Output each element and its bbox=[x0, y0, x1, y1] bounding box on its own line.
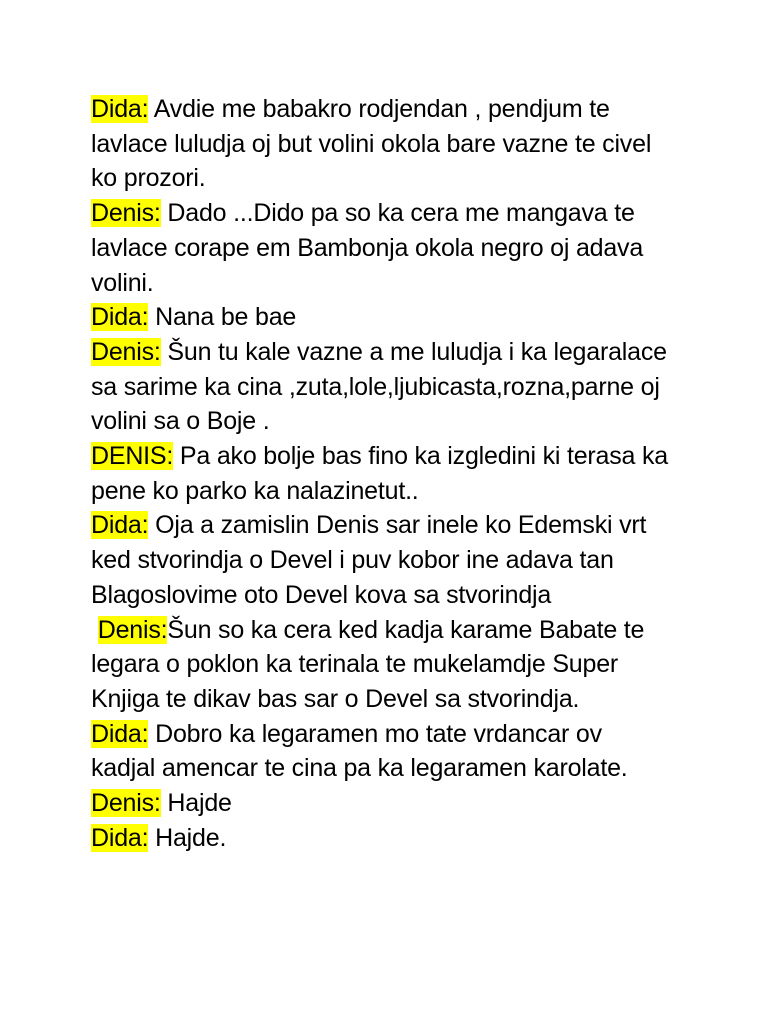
speaker-label: Denis: bbox=[91, 199, 161, 228]
dialogue-line bbox=[91, 613, 691, 717]
line-text: volini. bbox=[91, 268, 154, 297]
line-text: sa sarime ka cina ,zuta,lole,ljubicasta,rozna,parne oj bbox=[91, 372, 660, 401]
speaker-label: DENIS: bbox=[91, 442, 174, 471]
line-text: Nana be bae bbox=[148, 303, 297, 332]
speaker-label: Denis: bbox=[91, 337, 161, 366]
speaker-label: Denis: bbox=[97, 615, 168, 644]
speaker-label: Dida: bbox=[91, 303, 149, 332]
line-text: ko prozori. bbox=[91, 164, 206, 193]
dialogue-line bbox=[91, 786, 691, 821]
line-text: lavlace luludja oj but volini okola bare vazne te civel bbox=[91, 129, 652, 158]
line-text: Dado ...Dido pa so ka cera me mangava te bbox=[160, 199, 635, 228]
speaker-label: Dida: bbox=[91, 95, 149, 123]
line-text: Blagoslovime oto Devel kova sa stvorindja bbox=[91, 580, 552, 609]
dialogue-line bbox=[91, 92, 691, 196]
line-text: Hajde. bbox=[148, 823, 227, 852]
line-prefix bbox=[91, 616, 98, 644]
dialogue-line bbox=[91, 821, 691, 856]
line-text: Hajde bbox=[160, 789, 232, 818]
line-text: Šun so ka cera ked kadja karame Babate te bbox=[167, 615, 645, 644]
line-text: Avdie me babakro rodjendan , pendjum te bbox=[148, 95, 610, 123]
line-text: Knjiga te dikav bas sar o Devel sa stvorindja. bbox=[91, 684, 580, 713]
line-text: Dobro ka legaramen mo tate vrdancar ov bbox=[148, 719, 602, 748]
line-text: lavlace corape em Bambonja okola negro oj adava bbox=[91, 233, 644, 262]
line-text: kadjal amencar te cina pa ka legaramen karolate. bbox=[91, 754, 628, 783]
line-text: pene ko parko ka nalazinetut.. bbox=[91, 476, 419, 505]
dialogue-line bbox=[91, 300, 691, 335]
line-text: Šun tu kale vazne a me luludja i ka legaralace bbox=[160, 337, 667, 366]
speaker-label: Dida: bbox=[91, 823, 149, 852]
line-text: Pa ako bolje bas fino ka izgledini ki terasa ka bbox=[173, 442, 669, 471]
dialogue-line bbox=[91, 508, 691, 612]
dialogue-line bbox=[91, 335, 691, 439]
line-text: Oja a zamislin Denis sar inele ko Edemski vrt bbox=[148, 511, 647, 540]
dialogue-line bbox=[91, 717, 691, 786]
line-text: legara o poklon ka terinala te mukelamdje Super bbox=[91, 650, 619, 679]
speaker-label: Dida: bbox=[91, 719, 149, 748]
speaker-label: Denis: bbox=[91, 789, 161, 818]
dialogue-line bbox=[91, 439, 691, 508]
dialogue-text bbox=[91, 92, 691, 855]
dialogue-line bbox=[91, 196, 691, 300]
line-text: ked stvorindja o Devel i puv kobor ine adava tan bbox=[91, 546, 614, 575]
line-text: volini sa o Boje . bbox=[91, 407, 270, 436]
speaker-label: Dida: bbox=[91, 511, 149, 540]
